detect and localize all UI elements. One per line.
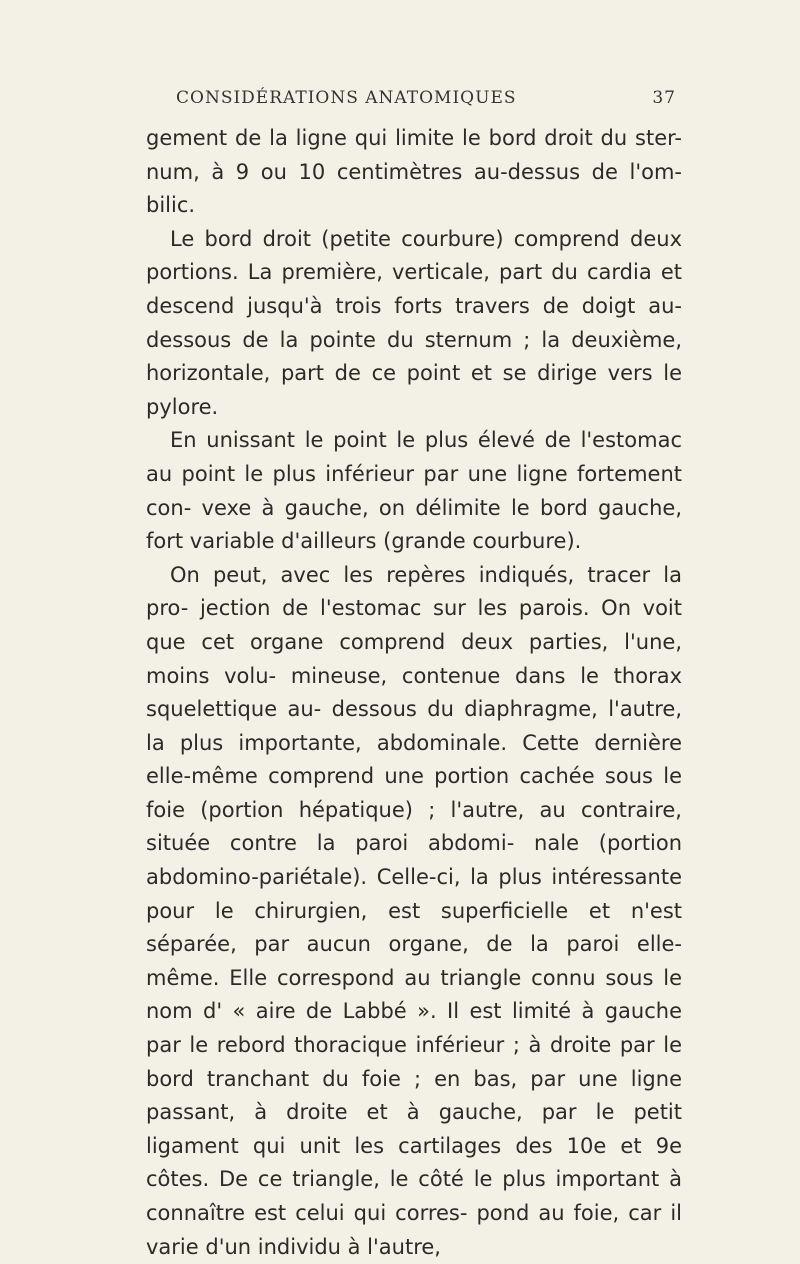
paragraph: On peut, avec les repères indiqués, tracer la pro- jection de l'estomac sur les parois. On voit que cet organe comprend deux parties, l'une, moins volu- mineuse, contenue dans le thorax squelettique au- dessous du diaphragme, l'autre, la plus importante, abdominale. Cette dernière elle-même comprend une portion cachée sous le foie (portion hépatique) ; l'autre, au contraire, située contre la paroi abdomi- nale (portion abdomino-pariétale). Celle-ci, la plus intéressante pour le chirurgien, est superficielle et n'est séparée, par aucun organe, de la paroi elle- même. Elle correspond au triangle connu sous le nom d' « aire de Labbé ». Il est limité à gauche par le rebord thoracique inférieur ; à droite par le bord tranchant du foie ; en bas, par une ligne passant, à droite et à gauche, par le petit ligament qui unit les cartilages des 10e et 9e côtes. De ce triangle, le côté le plus important à connaître est celui qui corres- pond au foie, car il varie d'un individu à l'autre,	[146, 562, 682, 1259]
running-title: CONSIDÉRATIONS ANATOMIQUES	[176, 88, 517, 108]
page-number: 37	[652, 88, 676, 108]
body-text	[146, 122, 682, 1264]
paragraph: En unissant le point le plus élevé de l'estomac au point le plus inférieur par une ligne fortement con- vexe à gauche, on délimite le bord gauche, fort variable d'ailleurs (grande courbure).	[146, 428, 682, 554]
paragraph: Le bord droit (petite courbure) comprend deux portions. La première, verticale, part du cardia et descend jusqu'à trois forts travers de doigt au- dessous de la pointe du sternum ; la deuxième, horizontale, part de ce point et se dirige vers le pylore.	[146, 226, 682, 419]
page-header	[176, 88, 676, 116]
paragraph: gement de la ligne qui limite le bord droit du ster- num, à 9 ou 10 centimètres au-dessus de l'om- bilic.	[146, 126, 682, 218]
